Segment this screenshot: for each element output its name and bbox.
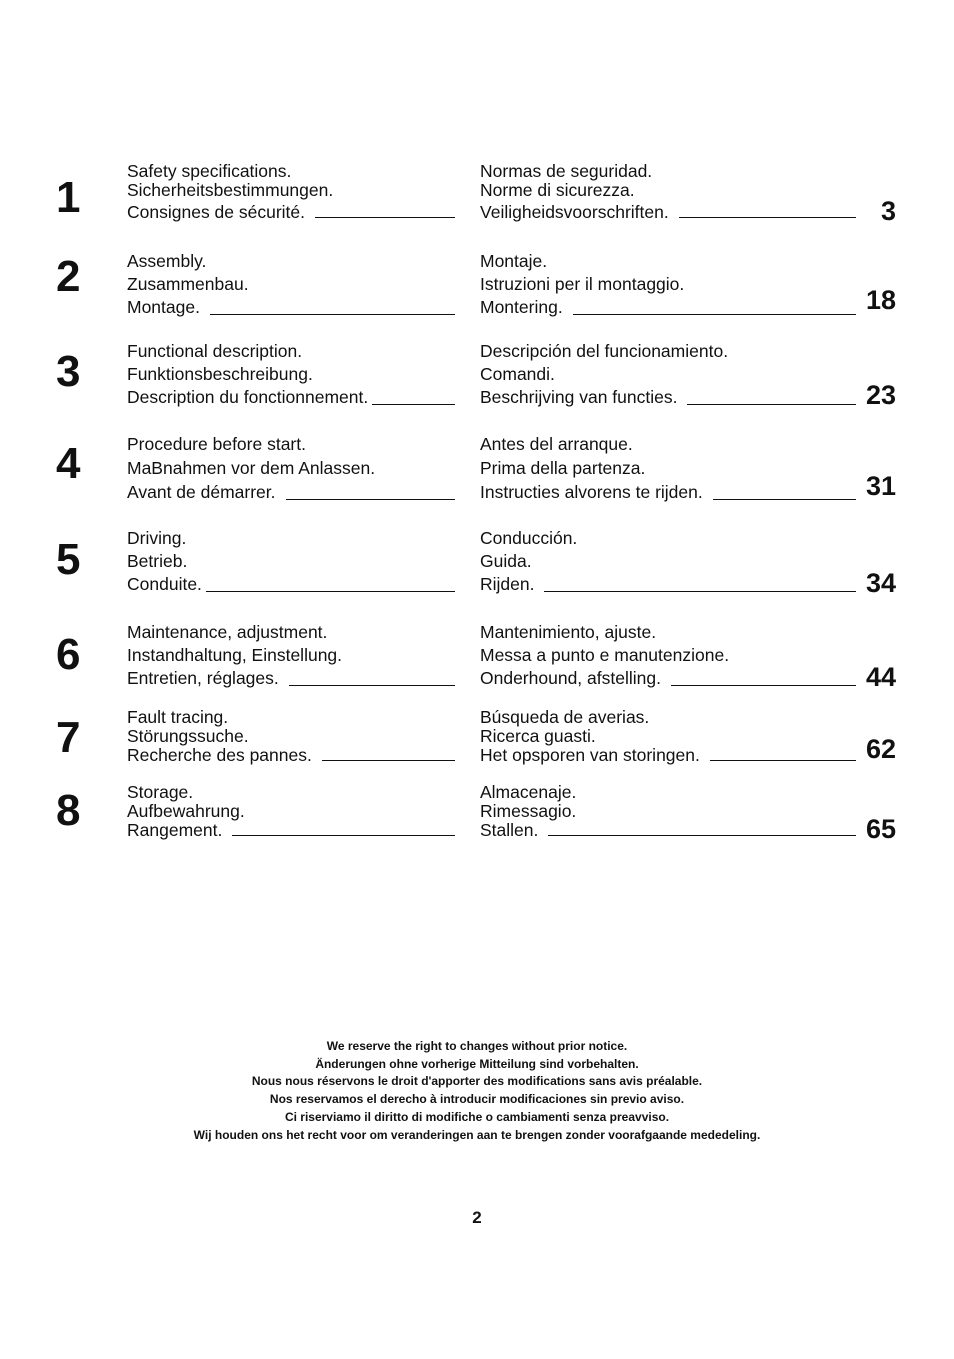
toc-title-de: Zusammenbau. bbox=[127, 274, 249, 294]
toc-title-fr bbox=[127, 667, 455, 690]
toc-left-column bbox=[127, 432, 455, 504]
toc-title-de: Funktionsbeschreibung. bbox=[127, 364, 313, 384]
toc-title-nl-text: Beschrijving van functies. bbox=[480, 387, 678, 407]
toc-title-fr bbox=[127, 746, 455, 765]
notice-line-it: Ci riserviamo il diritto di modifiche o cambiamenti senza preavviso. bbox=[284, 1109, 670, 1124]
toc-title-nl-text: Veiligheidsvoorschriften. bbox=[480, 202, 669, 222]
toc-left-column bbox=[127, 708, 455, 765]
toc-right-column bbox=[480, 162, 856, 222]
toc-title-nl bbox=[480, 480, 856, 504]
toc-right-column bbox=[480, 527, 856, 596]
section-number: 7 bbox=[56, 713, 81, 762]
toc-title-nl bbox=[480, 296, 856, 319]
toc-title-fr bbox=[127, 203, 455, 222]
toc-left-column bbox=[127, 783, 455, 840]
toc-title-it: Messa a punto e manutenzione. bbox=[480, 645, 730, 665]
notice-line-de: Änderungen ohne vorherige Mitteilung sind vorbehalten. bbox=[315, 1056, 639, 1071]
toc-page-number: 44 bbox=[865, 662, 896, 692]
toc-title-es: Conducción. bbox=[480, 528, 578, 548]
toc-title-fr bbox=[127, 573, 455, 596]
toc-title-es: Mantenimiento, ajuste. bbox=[480, 622, 657, 642]
toc-title-it: Norme di sicurezza. bbox=[480, 180, 635, 200]
toc-title-it: Istruzioni per il montaggio. bbox=[480, 274, 685, 294]
toc-title-es: Normas de seguridad. bbox=[480, 161, 653, 181]
toc-title-en: Fault tracing. bbox=[127, 707, 229, 727]
toc-title-es: Antes del arranque. bbox=[480, 434, 633, 454]
leader-line bbox=[372, 404, 455, 405]
toc-left-column bbox=[127, 621, 455, 690]
toc-title-it: Ricerca guasti. bbox=[480, 726, 596, 746]
section-number: 3 bbox=[56, 347, 81, 396]
toc-title-nl-text: Rijden. bbox=[480, 574, 535, 594]
toc-title-fr-text: Avant de démarrer. bbox=[127, 482, 276, 502]
leader-line bbox=[206, 591, 455, 592]
toc-right-column bbox=[480, 621, 856, 690]
toc-title-it: Prima della partenza. bbox=[480, 458, 646, 478]
toc-title-fr bbox=[127, 480, 455, 504]
leader-line bbox=[679, 217, 856, 218]
leader-line bbox=[232, 835, 455, 836]
toc-title-de: Instandhaltung, Einstellung. bbox=[127, 645, 343, 665]
toc-title-nl-text: Stallen. bbox=[480, 820, 539, 840]
toc-title-de: Sicherheitsbestimmungen. bbox=[127, 180, 334, 200]
toc-title-de: Störungssuche. bbox=[127, 726, 249, 746]
notice-line-fr: Nous nous réservons le droit d'apporter des modifications sans avis préalable. bbox=[251, 1074, 703, 1089]
toc-title-nl bbox=[480, 746, 856, 765]
toc-title-nl-text: Montering. bbox=[480, 297, 563, 317]
toc-title-nl bbox=[480, 203, 856, 222]
toc-title-fr-text: Description du fonctionnement. bbox=[127, 387, 369, 407]
toc-page-number: 3 bbox=[880, 196, 896, 226]
page-number: 2 bbox=[472, 1208, 482, 1227]
toc-title-nl-text: Instructies alvorens te rijden. bbox=[480, 482, 703, 502]
toc-title-es: Montaje. bbox=[480, 251, 548, 271]
section-number: 4 bbox=[56, 439, 81, 488]
leader-line bbox=[687, 404, 856, 405]
toc-right-column bbox=[480, 708, 856, 765]
toc-title-nl bbox=[480, 821, 856, 840]
leader-line bbox=[671, 685, 856, 686]
toc-title-en: Maintenance, adjustment. bbox=[127, 622, 328, 642]
toc-page-number: 18 bbox=[865, 285, 896, 315]
notice-line-es: Nos reservamos el derecho à introducir modificaciones sin previo aviso. bbox=[269, 1092, 685, 1107]
toc-title-nl bbox=[480, 573, 856, 596]
toc-page-number: 62 bbox=[865, 734, 896, 764]
toc-title-it: Comandi. bbox=[480, 364, 555, 384]
toc-title-fr-text: Montage. bbox=[127, 297, 200, 317]
toc-title-fr-text: Conduite. bbox=[127, 574, 202, 594]
toc-title-fr bbox=[127, 296, 455, 319]
toc-title-en: Safety specifications. bbox=[127, 161, 292, 181]
toc-left-column bbox=[127, 527, 455, 596]
toc-title-es: Búsqueda de averias. bbox=[480, 707, 650, 727]
toc-page-number: 23 bbox=[865, 380, 896, 410]
toc-left-column bbox=[127, 162, 455, 222]
leader-line bbox=[710, 760, 856, 761]
toc-title-en: Functional description. bbox=[127, 341, 303, 361]
toc-title-de: Betrieb. bbox=[127, 551, 188, 571]
toc-title-fr-text: Rangement. bbox=[127, 820, 223, 840]
toc-title-en: Driving. bbox=[127, 528, 187, 548]
toc-title-nl bbox=[480, 386, 856, 409]
toc-title-en: Procedure before start. bbox=[127, 434, 306, 454]
toc-title-fr-text: Consignes de sécurité. bbox=[127, 202, 306, 222]
toc-title-es: Descripción del funcionamiento. bbox=[480, 341, 729, 361]
section-number: 5 bbox=[56, 535, 81, 584]
toc-title-de: MaBnahmen vor dem Anlassen. bbox=[127, 458, 376, 478]
leader-line bbox=[544, 591, 856, 592]
leader-line bbox=[573, 314, 856, 315]
leader-line bbox=[289, 685, 455, 686]
notice-line-nl: Wij houden ons het recht voor om veranderingen aan te brengen zonder voorafgaande mededeling. bbox=[193, 1127, 761, 1142]
toc-left-column bbox=[127, 250, 455, 319]
leader-line bbox=[322, 760, 455, 761]
toc-right-column bbox=[480, 783, 856, 840]
leader-line bbox=[210, 314, 455, 315]
toc-title-en: Storage. bbox=[127, 782, 194, 802]
toc-title-es: Almacenaje. bbox=[480, 782, 577, 802]
toc-right-column bbox=[480, 432, 856, 504]
toc-title-de: Aufbewahrung. bbox=[127, 801, 245, 821]
toc-title-fr-text: Recherche des pannes. bbox=[127, 745, 312, 765]
toc-page-number: 31 bbox=[865, 471, 896, 501]
leader-line bbox=[713, 499, 856, 500]
toc-title-nl bbox=[480, 667, 856, 690]
section-number: 1 bbox=[56, 173, 81, 222]
toc-title-nl-text: Onderhound, afstelling. bbox=[480, 668, 661, 688]
section-number: 2 bbox=[56, 252, 81, 301]
leader-line bbox=[286, 499, 455, 500]
toc-left-column bbox=[127, 340, 455, 409]
leader-line bbox=[315, 217, 455, 218]
toc-right-column bbox=[480, 250, 856, 319]
notice-line-en: We reserve the right to changes without prior notice. bbox=[326, 1039, 628, 1053]
disclaimer-notice bbox=[0, 1038, 954, 1144]
toc-title-fr-text: Entretien, réglages. bbox=[127, 668, 279, 688]
toc-title-en: Assembly. bbox=[127, 251, 207, 271]
toc-title-fr bbox=[127, 821, 455, 840]
section-number: 8 bbox=[56, 786, 81, 835]
toc-page-number: 65 bbox=[865, 814, 896, 844]
leader-line bbox=[548, 835, 856, 836]
toc-page-number: 34 bbox=[865, 568, 896, 598]
toc-title-fr bbox=[127, 386, 455, 409]
toc-title-nl-text: Het opsporen van storingen. bbox=[480, 745, 700, 765]
toc-title-it: Guida. bbox=[480, 551, 532, 571]
toc-right-column bbox=[480, 340, 856, 409]
toc-title-it: Rimessagio. bbox=[480, 801, 577, 821]
section-number: 6 bbox=[56, 630, 81, 679]
